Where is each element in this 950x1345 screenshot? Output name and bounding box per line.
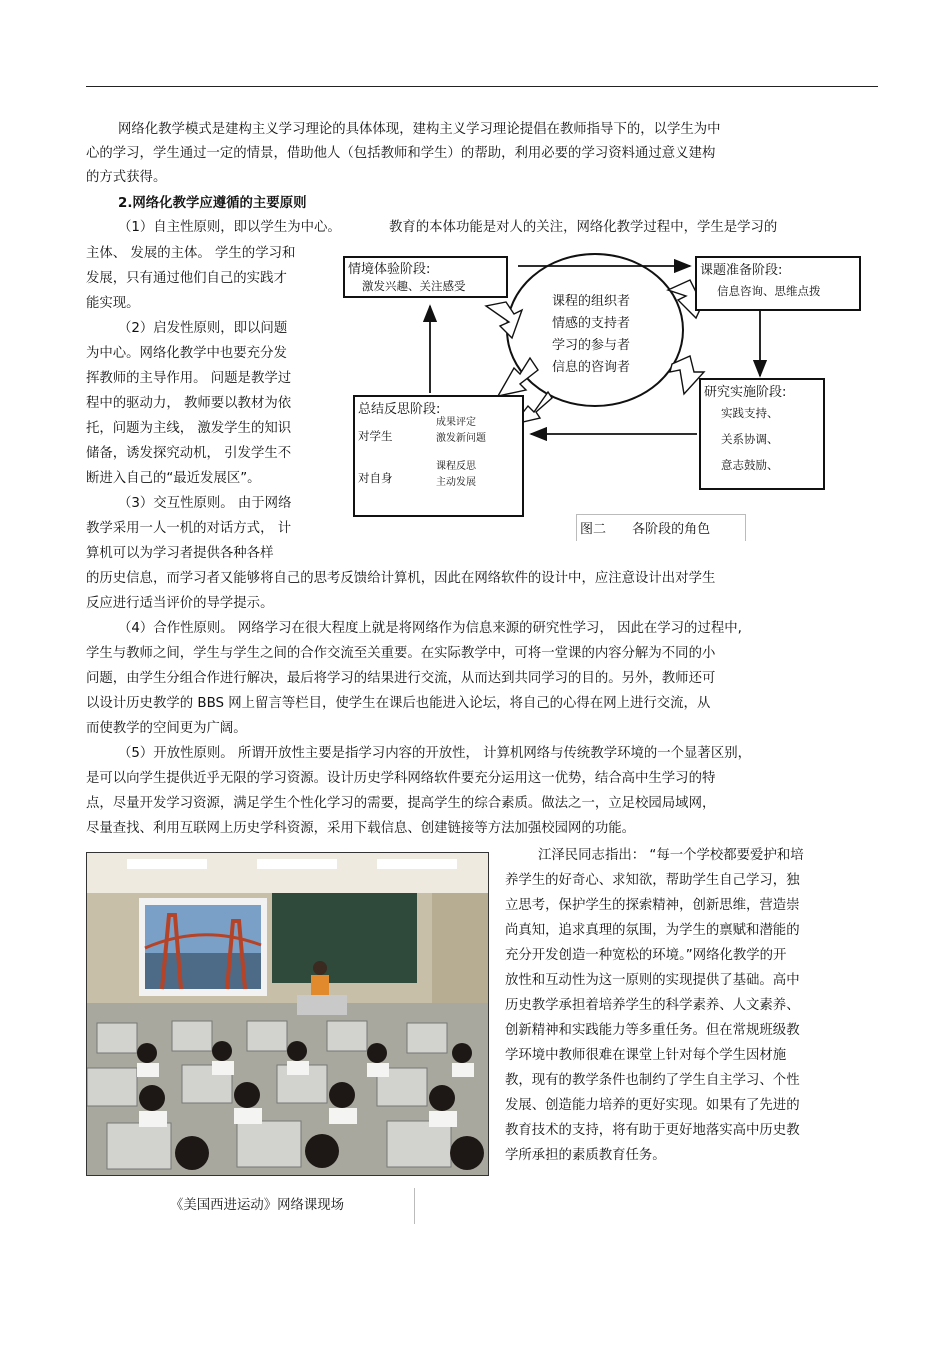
body-line: 是可以向学生提供近乎无限的学习资源。设计历史学科网络软件要充分运用这一优势，结合高中生学习的特 [86,771,716,786]
left-col-line: 为中心。网络化教学中也要充分发 [86,346,287,361]
principle1-lead: （1）自主性原则，即以学生为中心。 [118,220,341,235]
diagram-caption: 图二 各阶段的角色 [580,522,711,537]
left-col-line: （3）交互性原则。 由于网络 [118,496,292,511]
stage3-item: 意志鼓励、 [721,458,779,472]
left-col-line: 能实现。 [86,296,140,311]
stage4-student-item: 激发新问题 [436,433,486,444]
left-col-line: 发展，只有通过他们自己的实践才 [86,271,287,286]
body-line: （4）合作性原则。 网络学习在很大程度上就是将网络作为信息来源的研究性学习， 因此在学习的过程中, [118,621,742,636]
para1-line3: 的方式获得。 [86,170,167,185]
principle1-lead-rest: 教育的本体功能是对人的关注，网络化教学过程中，学生是学习的 [389,220,778,235]
stage3-item: 关系协调、 [721,432,779,446]
caption-divider [414,1188,415,1224]
right-col-line: 学所承担的素质教育任务。 [505,1148,666,1163]
left-col-line: 主体、 发展的主体。 学生的学习和 [86,246,296,261]
left-col-line: 托，问题为主线， 激发学生的知识 [86,421,292,436]
right-col-line: 教育技术的支持，将有助于更好地落实高中历史教 [505,1123,800,1138]
left-col-line: 程中的驱动力， 教师要以教材为依 [86,396,292,411]
left-col-line: 挥教师的主导作用。 问题是教学过 [86,371,292,386]
stage4-self-label: 对自身 [358,471,393,485]
right-col-line: 历史教学承担着培养学生的科学素养、人文素养、 [505,998,800,1013]
stage3-item: 实践支持、 [721,406,779,420]
body-line: 尽量查找、利用互联网上历史学科资源，采用下载信息、创建链接等方法加强校园网的功能。 [86,821,636,836]
photo-caption: 《美国西进运动》网络课现场 [170,1198,345,1213]
center-role: 信息的咨询者 [552,360,631,375]
stage2-sub: 信息咨询、思维点拨 [717,284,821,298]
body-line: 反应进行适当评价的导学提示。 [86,596,274,611]
stage1-sub: 激发兴趣、关注感受 [362,279,466,293]
center-role: 课程的组织者 [552,294,631,309]
stage4-title: 总结反思阶段: [358,402,441,417]
stage4-self-item: 课程反思 [436,461,476,472]
right-col-line: 创新精神和实践能力等多重任务。但在常规班级教 [505,1023,800,1038]
right-col-line: 尚真知，追求真理的氛围，为学生的禀赋和潜能的 [505,923,800,938]
center-role: 学习的参与者 [552,338,631,353]
para1-line1: 网络化教学模式是建构主义学习理论的具体体现，建构主义学习理论提倡在教师指导下的，以学生为中 [118,122,721,137]
classroom-illustration [87,853,488,1175]
classroom-photo [86,852,489,1176]
left-col-line: 算机可以为学习者提供各种各样 [86,546,274,561]
right-col-line: 发展、创造能力培养的更好实现。如果有了先进的 [505,1098,800,1113]
body-line: 点，尽量开发学习资源，满足学生个性化学习的需要，提高学生的综合素质。做法之一，立足校园局域网， [86,796,716,811]
para1-line2: 心的学习，学生通过一定的情景，借助他人（包括教师和学生）的帮助，利用必要的学习资料通过意义建构 [86,146,716,161]
right-col-line: 放性和互动性为这一原则的实现提供了基础。高中 [505,973,800,988]
left-col-line: 教学采用一人一机的对话方式， 计 [86,521,292,536]
right-col-line: 学环境中教师很难在课堂上针对每个学生因材施 [505,1048,787,1063]
body-line: 而使教学的空间更为广阔。 [86,721,247,736]
right-col-line: 教，现有的教学条件也制约了学生自主学习、个性 [505,1073,800,1088]
body-line: 学生与教师之间，学生与学生之间的合作交流至关重要。在实际教学中，可将一堂课的内容分解为不同的小 [86,646,716,661]
right-col-line: 江泽民同志指出： “每一个学校都要爱护和培 [538,848,804,863]
right-col-line: 养学生的好奇心、求知欲，帮助学生自己学习，独 [505,873,800,888]
left-col-line: 断进入自己的“最近发展区”。 [86,471,261,486]
left-col-line: （2）启发性原则，即以问题 [118,321,288,336]
body-line: 的历史信息，而学习者又能够将自己的思考反馈给计算机，因此在网络软件的设计中，应注意设计出对学生 [86,571,716,586]
stage1-title: 情境体验阶段: [348,262,431,277]
right-col-line: 立思考，保护学生的探索精神，创新思维，营造崇 [505,898,800,913]
stage3-title: 研究实施阶段: [704,385,787,400]
stage2-title: 课题准备阶段: [700,263,783,278]
body-line: 以设计历史教学的 BBS 网上留言等栏目，使学生在课后也能进入论坛，将自己的心得在网上进行交流，从 [86,696,711,711]
stage4-self-item: 主动发展 [436,477,476,488]
section-heading: 2.网络化教学应遵循的主要原则 [118,196,307,211]
stage4-student-item: 成果评定 [436,417,476,428]
body-line: （5）开放性原则。 所谓开放性主要是指学习内容的开放性， 计算机网络与传统教学环境的一个显著区别， [118,746,751,761]
left-col-line: 储备，诱发探究动机， 引发学生不 [86,446,292,461]
right-col-line: 充分开发创造一种宽松的环境。”网络化教学的开 [505,948,787,963]
stage4-student-label: 对学生 [358,429,393,443]
center-role: 情感的支持者 [552,316,631,331]
body-line: 问题，由学生分组合作进行解决，最后将学习的结果进行交流，从而达到共同学习的目的。另外，教师还可 [86,671,716,686]
